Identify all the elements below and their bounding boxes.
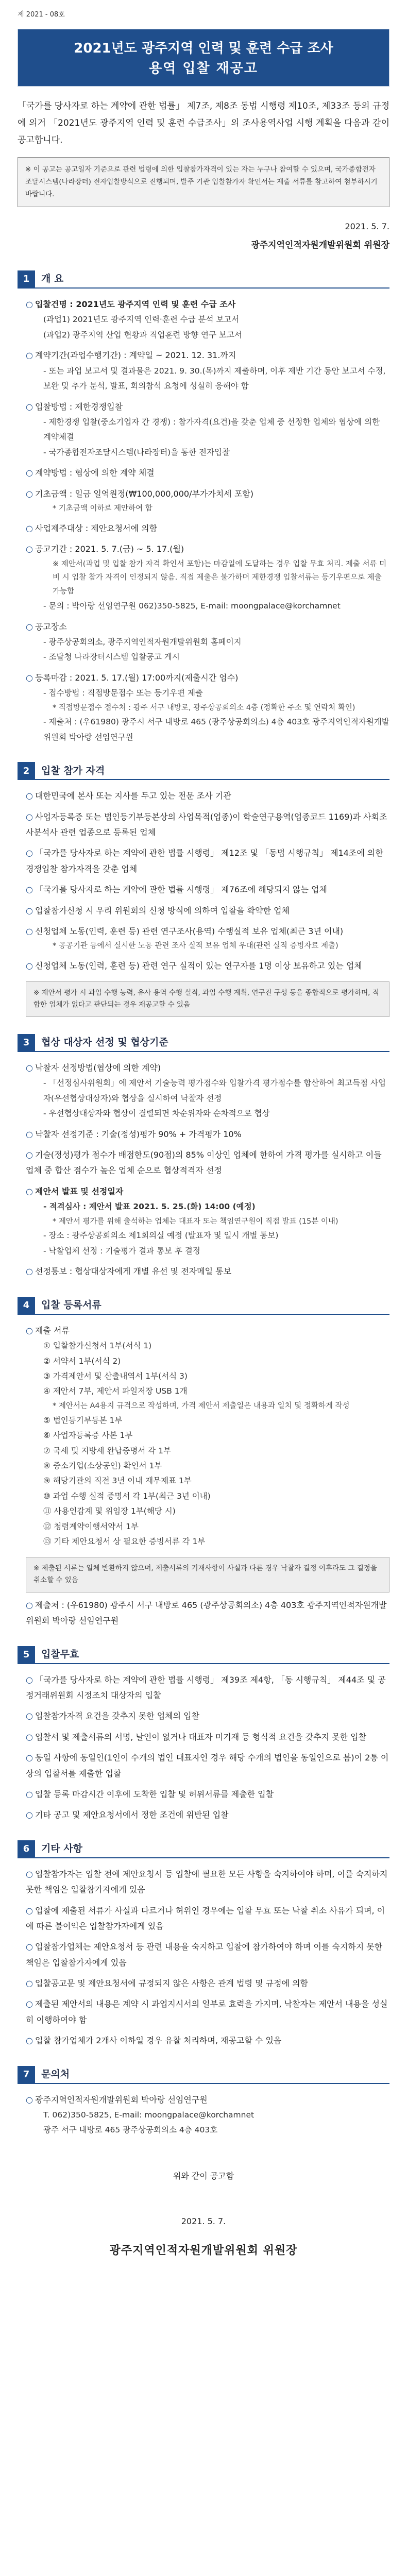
- announcing-organization: 광주지역인적자원개발위원회 위원장: [251, 240, 389, 251]
- item-text: 입찰 등록 마감시간 이후에 도착한 입찰 및 허위서류를 제출한 입찰: [35, 1789, 274, 1799]
- item-text: - 「선정심사위원회」에 제안서 기술능력 평가점수와 입찰가격 평가점수를 합산하여 최고득점 사업자(우선협상대상자)와 협상을 실시하여 낙찰자 선정: [43, 1078, 386, 1103]
- section-item: [26, 1127, 389, 1142]
- bullet-icon: ○: [26, 672, 33, 683]
- section-item: [26, 1534, 389, 1549]
- item-text: ② 서약서 1부(서식 2): [43, 1356, 121, 1366]
- section-item: [26, 1413, 389, 1428]
- section-item: [26, 465, 389, 481]
- item-text: 사업자등록증 또는 법인등기부등본상의 사업목적(업종)이 학술연구용역(업종코드 1169)과 사회조사분석사 관련 업종으로 등록된 업체: [26, 811, 387, 838]
- bullet-icon: ○: [26, 2094, 33, 2105]
- section-item: [26, 1428, 389, 1443]
- item-text: ④ 제안서 7부, 제안서 파일저장 USB 1개: [43, 1386, 188, 1396]
- section-item: [26, 1338, 389, 1353]
- item-text: 광주 서구 내방로 465 광주상공회의소 4층 403호: [43, 2125, 218, 2135]
- section-item: [26, 670, 389, 686]
- item-text: 사업제주대상 : 제안요청서에 의함: [35, 523, 158, 533]
- section-item: [26, 445, 389, 460]
- item-text: ⑦ 국세 및 지방세 완납증명서 각 1부: [43, 1446, 171, 1455]
- bullet-icon: ○: [26, 1789, 33, 1799]
- item-text: ⑫ 청렴계약이행서약서 1부: [43, 1521, 139, 1531]
- bullet-icon: ○: [26, 1325, 33, 1335]
- item-text: 입찰건명 : 2021년도 광주지역 인력 및 훈련 수급 조사: [35, 299, 236, 310]
- item-text: ⑪ 사용인감계 및 위임장 1부(해당 시): [43, 1506, 176, 1516]
- item-text: 계약방법 : 협상에 의한 계약 체결: [35, 468, 155, 478]
- item-text: - 문의 : 박아랑 선임연구원 062)350-5825, E-mail: moongpalace@korchamnet: [43, 601, 341, 611]
- section-item: [26, 541, 389, 557]
- item-text: * 제안서 평가를 위해 출석하는 업체는 대표자 또는 책임연구원이 직접 발표 (15분 이내): [53, 1217, 338, 1226]
- item-text: 입찰공고문 및 제안요청서에 규정되지 않은 사항은 관계 법령 및 규정에 의함: [35, 1978, 308, 1989]
- section-header: [18, 1647, 389, 1664]
- section-item: [26, 1228, 389, 1243]
- section-item: [26, 882, 389, 897]
- section-title: 협상 대상자 선정 및 협상기준: [41, 1037, 168, 1048]
- section-item: [26, 2108, 389, 2123]
- section-item: [26, 1459, 389, 1473]
- bullet-icon: ○: [26, 488, 33, 499]
- announcement-date: 2021. 5. 7.: [345, 222, 389, 232]
- item-text: 제출된 제안서의 내용은 계약 시 과업지시서의 일부로 효력을 가지며, 낙찰자는 제안서 내용을 성실히 이행하여야 함: [26, 1999, 388, 2025]
- bullet-icon: ○: [26, 1732, 33, 1742]
- section-title: 개 요: [41, 273, 64, 285]
- section-note: ※ 제안서 평가 시 과업 수행 능력, 유사 용역 수행 실적, 과업 수행 계획, 연구진 구성 등을 종합적으로 평가하며, 적합한 업체가 없다고 판단되는 경우 재공고할 수 있음: [26, 981, 389, 1017]
- item-text: 기술(정성)평가 점수가 배점한도(90점)의 85% 이상인 업체에 한하여 가격 평가를 실시하고 이들 업체 중 합산 점수가 높은 업체 순으로 협상적격자 선정: [26, 1149, 382, 1176]
- section-header: [18, 1035, 389, 1052]
- item-text: 대한민국에 본사 또는 지사를 두고 있는 전문 조사 기관: [35, 791, 231, 801]
- item-text: (과업1) 2021년도 광주지역 인력·훈련 수급 분석 보고서: [43, 315, 240, 325]
- item-text: 입찰참가자격 요건을 갖추지 못한 업체의 입찰: [35, 1711, 200, 1721]
- item-text: 입찰에 제출된 서류가 사실과 다르거나 허위인 경우에는 입찰 무효 또는 낙찰 취소 사유가 되며, 이에 따른 불이익은 입찰참가자에게 있음: [26, 1905, 385, 1931]
- item-text: - 우선협상대상자와 협상이 결렬되면 차순위자와 순차적으로 협상: [43, 1109, 270, 1118]
- item-text: ⑨ 해당기관의 직전 3년 이내 재무제표 1부: [43, 1476, 192, 1486]
- item-text: 신청업체 노동(인력, 훈련 등) 관련 연구 실적이 있는 연구자를 1명 이상 보유하고 있는 업체: [35, 961, 362, 971]
- bullet-icon: ○: [26, 848, 33, 858]
- bullet-icon: ○: [26, 1186, 33, 1196]
- section-number: 1: [18, 270, 35, 288]
- footer-note: 위와 같이 공고함: [173, 2171, 234, 2181]
- section-item: [26, 701, 389, 715]
- section-item: [26, 635, 389, 650]
- footer-organization: 광주지역인적자원개발위원회 위원장: [109, 2244, 298, 2257]
- item-text: - 국가종합전자조달시스템(나라장터)을 통한 전자입찰: [43, 447, 230, 457]
- section-item: [26, 1489, 389, 1504]
- item-text: (과업2) 광주지역 산업 현황과 직업훈련 방향 연구 보고서: [43, 330, 242, 340]
- section-body: [18, 1672, 389, 1823]
- section-number: 2: [18, 762, 35, 779]
- section-item: [26, 1369, 389, 1384]
- bullet-icon: ○: [26, 791, 33, 801]
- bullet-icon: ○: [26, 544, 33, 554]
- item-text: 입찰참가신청 시 우리 위원회의 신청 방식에 의하여 입찰을 확약한 업체: [35, 905, 290, 916]
- section-item: [26, 1384, 389, 1399]
- section-item: [26, 958, 389, 974]
- section-note: ※ 제출된 서류는 일체 반환하지 않으며, 제출서류의 기재사항이 사실과 다른 경우 낙찰자 결정 이후라도 그 결정을 취소할 수 있음: [26, 1557, 389, 1592]
- section-item: [26, 1106, 389, 1121]
- section-item: [26, 364, 389, 394]
- title-line-1: 2021년도 광주지역 인력 및 훈련 수급 조사: [74, 41, 333, 56]
- item-text: - 제한경쟁 입찰(중소기업자 간 경쟁) : 참가자격(요건)을 갖춘 업체 중 선정한 업체와 협상에 의한 계약체결: [43, 417, 380, 442]
- bullet-icon: ○: [26, 1149, 33, 1160]
- section-item: [26, 1354, 389, 1369]
- item-text: ⑤ 법인등기부등본 1부: [43, 1415, 123, 1425]
- item-text: 등록마감 : 2021. 5. 17.(월) 17:00까지(제출시간 엄수): [35, 672, 239, 683]
- item-text: * 제안서는 A4용지 규격으로 작성하며, 가격 제안서 제출일은 내용과 일치 및 정확하게 작성: [53, 1401, 350, 1410]
- section-body: [18, 1060, 389, 1280]
- item-text: 공고기간 : 2021. 5. 7.(금) ~ 5. 17.(월): [35, 544, 184, 554]
- section-item: [26, 1867, 389, 1898]
- bullet-icon: ○: [26, 2036, 33, 2046]
- bullet-icon: ○: [26, 1978, 33, 1989]
- document-number: 제 2021 - 08호: [18, 11, 65, 19]
- section-body: [18, 1867, 389, 2049]
- section-item: [26, 715, 389, 745]
- section-item: [26, 1147, 389, 1179]
- section-body: [18, 1323, 389, 1629]
- item-text: ⑩ 과업 수행 실적 증명서 각 1부(최근 3년 이내): [43, 1491, 211, 1501]
- item-text: - 조달청 나라장터시스템 입찰공고 게시: [43, 652, 180, 662]
- bullet-icon: ○: [26, 1600, 33, 1610]
- item-text: T. 062)350-5825, E-mail: moongpalace@korchamnet: [43, 2110, 255, 2120]
- item-text: 「국가를 당사자로 하는 계약에 관한 법률 시행령」 제39조 제4항, 「동 시행규칙」 제44조 및 공정거래위원회 시정조치 대상자의 입찰: [26, 1674, 386, 1700]
- item-text: 계약기간(과업수행기간) : 계약일 ~ 2021. 12. 31.까지: [35, 350, 236, 361]
- bullet-icon: ○: [26, 401, 33, 412]
- section-title: 입찰무효: [41, 1648, 79, 1660]
- section-item: [26, 1264, 389, 1279]
- section-item: [26, 1504, 389, 1519]
- footer-date: 2021. 5. 7.: [181, 2216, 226, 2226]
- item-text: - 또는 과업 보고서 및 결과물은 2021. 9. 30.(목)까지 제출하며, 이후 제반 기간 동안 보고서 수정, 보완 및 추가 분석, 발표, 회의참석 요청에 성실히 응해야 함: [43, 366, 386, 391]
- bullet-icon: ○: [26, 811, 33, 822]
- section-header: [18, 2066, 389, 2084]
- item-text: 「국가를 당사자로 하는 계약에 관한 법률 시행령」 제12조 및 「동법 시행규칙」 제14조에 의한 경쟁입찰 참가자격을 갖춘 업체: [26, 848, 383, 874]
- bullet-icon: ○: [26, 1999, 33, 2009]
- item-text: 입찰 참가업체가 2개사 이하일 경우 유찰 처리하며, 재공고할 수 있음: [35, 2036, 282, 2046]
- section-item: [26, 2033, 389, 2048]
- section-item: [26, 939, 389, 953]
- section-item: [26, 599, 389, 614]
- bullet-icon: ○: [26, 1674, 33, 1685]
- item-text: 제안서 발표 및 선정일자: [35, 1186, 124, 1196]
- section-item: [26, 1807, 389, 1823]
- item-text: * 기초금액 이하로 제안하여 함: [53, 504, 152, 513]
- section-item: [26, 1060, 389, 1076]
- section-number: 5: [18, 1646, 35, 1664]
- item-text: - 적격심사 : 제안서 발표 2021. 5. 25.(화) 14:00 (예정): [43, 1202, 256, 1212]
- bullet-icon: ○: [26, 1810, 33, 1820]
- section-number: 7: [18, 2066, 35, 2083]
- section-title: 문의처: [41, 2069, 70, 2080]
- item-text: 기타 공고 및 제안요청서에서 정한 조건에 위반된 입찰: [35, 1810, 229, 1820]
- section-item: [26, 924, 389, 939]
- section-item: [26, 1076, 389, 1106]
- item-text: - 광주상공회의소, 광주지역인적자원개발위원회 홈페이지: [43, 637, 242, 647]
- section-item: [26, 348, 389, 363]
- section-item: [26, 1976, 389, 1991]
- section-header: [18, 762, 389, 780]
- section-item: [26, 1199, 389, 1214]
- bullet-icon: ○: [26, 905, 33, 916]
- bullet-icon: ○: [26, 1129, 33, 1139]
- section-item: [26, 809, 389, 841]
- item-text: ⑥ 사업자등록증 사본 1부: [43, 1431, 133, 1440]
- section-number: 4: [18, 1297, 35, 1314]
- item-text: - 낙찰업체 선정 : 기술평가 결과 통보 후 결정: [43, 1246, 200, 1256]
- title-banner: [18, 29, 389, 87]
- section-number: 6: [18, 1840, 35, 1858]
- item-text: 「국가를 당사자로 하는 계약에 관한 법률 시행령」 제76조에 해당되지 않는 업체: [35, 885, 327, 895]
- section-item: [26, 2092, 389, 2108]
- item-text: 기초금액 : 일금 일억원정(₩100,000,000/부가가치세 포함): [35, 488, 253, 499]
- section-title: 기타 사항: [41, 1843, 83, 1855]
- item-text: ⑬ 기타 제안요청서 상 필요한 증빙서류 각 1부: [43, 1537, 206, 1547]
- item-text: - 제출처 : (우61980) 광주시 서구 내방로 465 (광주상공회의소) 4층 403호 광주지역인적자원개발위원회 박아랑 선임연구원: [43, 717, 389, 742]
- section-item: [26, 1750, 389, 1782]
- section-item: [26, 557, 389, 599]
- section-item: [26, 1730, 389, 1745]
- section-body: [18, 788, 389, 1017]
- section-header: [18, 1297, 389, 1315]
- bullet-icon: ○: [26, 1869, 33, 1879]
- item-text: 입찰서 및 제출서류의 서명, 날인이 없거나 대표자 미기재 등 형식적 요건을 갖추지 못한 입찰: [35, 1732, 367, 1742]
- bullet-icon: ○: [26, 350, 33, 361]
- section-item: [26, 1939, 389, 1971]
- section-item: [26, 903, 389, 919]
- section-item: [26, 1672, 389, 1704]
- item-text: 낙찰자 선정기준 : 기술(정성)평가 90% + 가격평가 10%: [35, 1129, 242, 1139]
- section-item: [26, 1444, 389, 1459]
- section-item: [26, 1215, 389, 1229]
- bullet-icon: ○: [26, 523, 33, 533]
- section-item: [26, 486, 389, 502]
- notice-box: ※ 이 공고는 공고일자 기준으로 관련 법령에 의한 입찰참가자격이 있는 자는 누구나 참여할 수 있으며, 국가종합전자조달시스템(나라장터) 전자입찰방식으로 진행되며, 발주 기관 입찰참가자 확인서는 제출 서류를 참고하여 첨부하시기 바랍니다.: [18, 157, 389, 207]
- item-text: * 공공기관 등에서 실시한 노동 관련 조사 실적 보유 업체 우대(관련 실적 증빙자료 제출): [53, 942, 338, 951]
- item-text: ③ 가격제안서 및 산출내역서 1부(서식 3): [43, 1371, 188, 1381]
- item-text: 제출처 : (우61980) 광주시 서구 내방로 465 (광주상공회의소) 4층 403호 광주지역인적자원개발위원회 박아랑 선임연구원: [26, 1600, 387, 1626]
- section-title: 입찰 등록서류: [41, 1299, 101, 1311]
- sections-container: [18, 271, 389, 2138]
- item-text: 입찰참가업체는 제안요청서 등 관련 내용을 숙지하고 입찰에 참가하여야 하며 이를 숙지하지 못한 책임은 입찰참가자에게 있음: [26, 1942, 383, 1968]
- item-text: * 직접방문접수 접수처 : 광주 서구 내방로, 광주상공회의소 4층 (정확한 주소 및 연락처 확인): [53, 703, 355, 712]
- bullet-icon: ○: [26, 885, 33, 895]
- item-text: 입찰방법 : 제한경쟁입찰: [35, 401, 123, 412]
- bullet-icon: ○: [26, 621, 33, 632]
- bullet-icon: ○: [26, 1266, 33, 1277]
- section-item: [26, 1903, 389, 1935]
- item-text: 선정통보 : 협상대상자에게 개별 유선 및 전자메일 통보: [35, 1266, 232, 1277]
- section-item: [26, 312, 389, 327]
- section-header: [18, 271, 389, 289]
- section-item: [26, 415, 389, 445]
- item-text: ※ 제안서(과업 및 입찰 참가 자격 확인서 포함)는 마감일에 도달하는 경우 입찰 무효 처리. 제출 서류 미비 시 입찰 참가 자격이 인정되지 않음. 직접 제출은 불가하며 제한경쟁 입찰서류는 등기우편으로 제출 가능함: [53, 560, 387, 596]
- section-item: [26, 1399, 389, 1413]
- section-body: [18, 2092, 389, 2138]
- section-item: [26, 1996, 389, 2028]
- bullet-icon: ○: [26, 926, 33, 937]
- section-item: [26, 1787, 389, 1802]
- section-item: [26, 399, 389, 415]
- section-item: [26, 1323, 389, 1338]
- bullet-icon: ○: [26, 1905, 33, 1916]
- bullet-icon: ○: [26, 1942, 33, 1952]
- item-text: 광주지역인적자원개발위원회 박아랑 선임연구원: [35, 2094, 208, 2105]
- section-item: [26, 650, 389, 665]
- section-item: [26, 845, 389, 877]
- item-text: 신청업체 노동(인력, 훈련 등) 관련 연구조사(용역) 수행실적 보유 업체(최근 3년 이내): [35, 926, 344, 937]
- item-text: - 장소 : 광주상공회의소 제1회의실 예정 (발표자 및 일시 개별 통보): [43, 1231, 279, 1241]
- section-title: 입찰 참가 자격: [41, 765, 105, 776]
- section-item: [26, 686, 389, 701]
- section-item: [26, 619, 389, 635]
- section-item: [26, 1519, 389, 1534]
- section-item: [26, 502, 389, 516]
- section-item: [26, 1473, 389, 1488]
- bullet-icon: ○: [26, 1753, 33, 1763]
- item-text: ⑧ 중소기업(소상공인) 확인서 1부: [43, 1461, 162, 1470]
- bullet-icon: ○: [26, 468, 33, 478]
- bullet-icon: ○: [26, 1062, 33, 1073]
- section-number: 3: [18, 1034, 35, 1052]
- section-item: [26, 1598, 389, 1629]
- item-text: 공고장소: [35, 621, 67, 632]
- section-header: [18, 1841, 389, 1858]
- item-text: 제출 서류: [35, 1325, 70, 1335]
- title-line-2: 용역 입찰 재공고: [149, 61, 258, 76]
- section-item: [26, 1708, 389, 1724]
- section-body: [18, 297, 389, 745]
- section-item: [26, 521, 389, 536]
- bullet-icon: ○: [26, 299, 33, 310]
- section-item: [26, 1244, 389, 1259]
- item-text: ① 입찰참가신청서 1부(서식 1): [43, 1341, 152, 1351]
- item-text: - 접수방법 : 직접방문접수 또는 등기우편 제출: [43, 688, 203, 698]
- item-text: 동일 사항에 동일인(1인이 수개의 법인 대표자인 경우 해당 수개의 법인을 동일인으로 봄)이 2통 이상의 입찰서를 제출한 입찰: [26, 1753, 389, 1778]
- section-item: [26, 328, 389, 343]
- item-text: 낙찰자 선정방법(협상에 의한 계약): [35, 1062, 161, 1073]
- bullet-icon: ○: [26, 961, 33, 971]
- section-item: [26, 2123, 389, 2138]
- section-item: [26, 1184, 389, 1199]
- intro-paragraph: 「국가를 당사자로 하는 계약에 관한 법률」 제7조, 제8조 동법 시행령 제10조, 제33조 등의 규정에 의거 「2021년도 광주지역 인력 및 훈련 수급조사」의 조사용역사업 시행 계획을 다음과 같이 공고합니다.: [18, 101, 389, 146]
- section-item: [26, 297, 389, 312]
- item-text: 입찰참가자는 입찰 전에 제안요청서 등 입찰에 필요한 모든 사항을 숙지하여야 하며, 이를 숙지하지 못한 책임은 입찰참가자에게 있음: [26, 1869, 388, 1895]
- section-item: [26, 788, 389, 804]
- bullet-icon: ○: [26, 1711, 33, 1721]
